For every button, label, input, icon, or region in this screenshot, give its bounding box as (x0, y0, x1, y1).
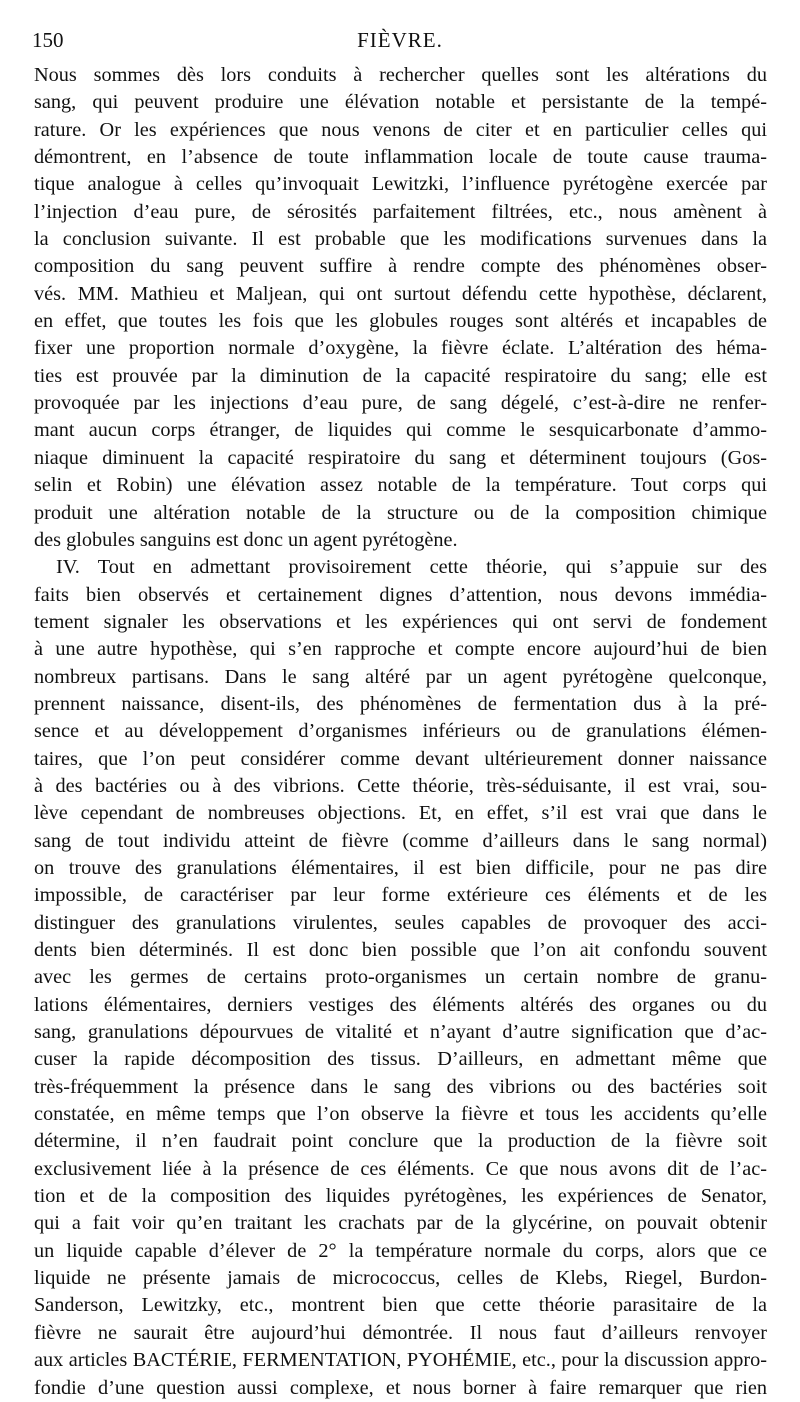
text-line: constatée, en même temps que l’on observe la fièvre et tous les accidents qu’elle (34, 1103, 767, 1126)
text-line: provoquée par les injections d’eau pure, de sang dégelé, c’est-à-dire ne renfer- (34, 392, 767, 415)
text-line: tion et de la composition des liquides pyrétogènes, les expériences de Senator, (34, 1185, 767, 1208)
text-line: produit une altération notable de la structure ou de la composition chimique (34, 501, 767, 524)
text-line: lève cependant de nombreuses objections. Et, en effet, s’il est vrai que dans le (34, 802, 767, 825)
text-line: dents bien déterminés. Il est donc bien possible que l’on ait confondu souvent (34, 939, 767, 961)
text-line: prennent naissance, disent-ils, des phénomènes de fermentation dus à la pré- (34, 692, 767, 715)
text-line: sang, granulations dépourvues de vitalité et n’ayant d’autre signification que d’ac- (34, 1021, 767, 1044)
text-line: lations élémentaires, derniers vestiges des éléments altérés des organes ou du (34, 993, 767, 1016)
text-line: rature. Or les expériences que nous venons de citer et en particulier celles qui (34, 118, 767, 141)
text-line: avec les germes de certains proto-organismes un certain nombre de granu- (34, 966, 767, 989)
text-line: impossible, de caractériser par leur forme extérieure ces éléments et de les (34, 884, 767, 907)
text-line: on trouve des granulations élémentaires, il est bien difficile, pour ne pas dire (34, 856, 767, 879)
text-line: taires, que l’on peut considérer comme devant ultérieurement donner naissance (34, 747, 767, 770)
section-start-line: IV. Tout en admettant provisoirement cette théorie, qui s’appuie sur des (56, 556, 767, 579)
text-line: liquide ne présente jamais de micrococcus, celles de Klebs, Riegel, Burdon- (34, 1267, 767, 1290)
text-line: sang, qui peuvent produire une élévation notable et persistante de la tempé- (34, 91, 767, 114)
text-line: mant aucun corps étranger, de liquides qui comme le sesquicarbonate d’ammo- (34, 419, 767, 442)
text-line: la conclusion suivante. Il est probable que les modifications survenues dans la (34, 228, 767, 251)
text-line: Sanderson, Lewitzky, etc., montrent bien que cette théorie parasitaire de la (34, 1294, 767, 1317)
running-head (32, 28, 768, 54)
text-line: démontrent, en l’absence de toute inflammation locale de toute cause trauma- (34, 146, 767, 169)
page-number: 150 (32, 28, 64, 52)
text-line: à des bactéries ou à des vibrions. Cette théorie, très-séduisante, il est vrai, sou- (34, 774, 767, 797)
text-line: un liquide capable d’élever de 2° la température normale du corps, alors que ce (34, 1239, 767, 1262)
running-title: FIÈVRE. (357, 28, 443, 52)
text-line: tement signaler les observations et les expériences qui ont servi de fondement (34, 610, 767, 633)
text-line: sence et au développement d’organismes inférieurs ou de granulations élémen- (34, 720, 767, 743)
paragraph-end-line: des globules sanguins est donc un agent pyrétogène. (34, 528, 458, 551)
text-line: qui a fait voir qu’en traitant les crachats par de la glycérine, on pouvait obtenir (34, 1212, 767, 1235)
text-line: selin et Robin) une élévation assez notable de la température. Tout corps qui (34, 474, 767, 497)
text-line: composition du sang peuvent suffire à rendre compte des phénomènes obser- (34, 255, 767, 278)
text-line: niaque diminuent la capacité respiratoire du sang et déterminent toujours (Gos- (34, 446, 767, 469)
text-line: fièvre ne saurait être aujourd’hui démontrée. Il nous faut d’ailleurs renvoyer (34, 1321, 767, 1344)
text-line: aux articles BACTÉRIE, FERMENTATION, PYOHÉMIE, etc., pour la discussion appro- (34, 1349, 767, 1372)
text-line: exclusivement liée à la présence de ces éléments. Ce que nous avons dit de l’ac- (34, 1157, 767, 1180)
text-line: fondie d’une question aussi complexe, et nous borner à faire remarquer que rien (34, 1376, 767, 1399)
text-line: faits bien observés et certainement dignes d’attention, nous devons immédia- (34, 583, 767, 606)
text-line: vés. MM. Mathieu et Maljean, qui ont surtout défendu cette hypothèse, déclarent, (34, 282, 767, 305)
text-line: très-fréquemment la présence dans le sang des vibrions ou des bactéries soit (34, 1075, 767, 1098)
text-line: ties est prouvée par la diminution de la capacité respiratoire du sang; elle est (34, 364, 767, 387)
body-text (34, 62, 767, 1402)
text-line: tique analogue à celles qu’invoquait Lewitzki, l’influence pyrétogène exercée par (34, 173, 767, 196)
text-line: en effet, que toutes les fois que les globules rouges sont altérés et incapables de (34, 310, 767, 333)
text-line: Nous sommes dès lors conduits à rechercher quelles sont les altérations du (34, 64, 767, 86)
text-line: sang de tout individu atteint de fièvre (comme d’ailleurs dans le sang normal) (34, 829, 767, 852)
text-line: distinguer des granulations virulentes, seules capables de provoquer des acci- (34, 911, 767, 934)
text-line: à une autre hypothèse, qui s’en rapproche et compte encore aujourd’hui de bien (34, 638, 767, 661)
text-line: l’injection d’eau pure, de sérosités parfaitement filtrées, etc., nous amènent à (34, 200, 767, 223)
text-line: fixer une proportion normale d’oxygène, la fièvre éclate. L’altération des héma- (34, 337, 767, 360)
text-line: cuser la rapide décomposition des tissus. D’ailleurs, en admettant même que (34, 1048, 767, 1071)
text-line: nombreux partisans. Dans le sang altéré par un agent pyrétogène quelconque, (34, 665, 767, 688)
text-line: détermine, il n’en faudrait point conclure que la production de la fièvre soit (34, 1130, 767, 1153)
